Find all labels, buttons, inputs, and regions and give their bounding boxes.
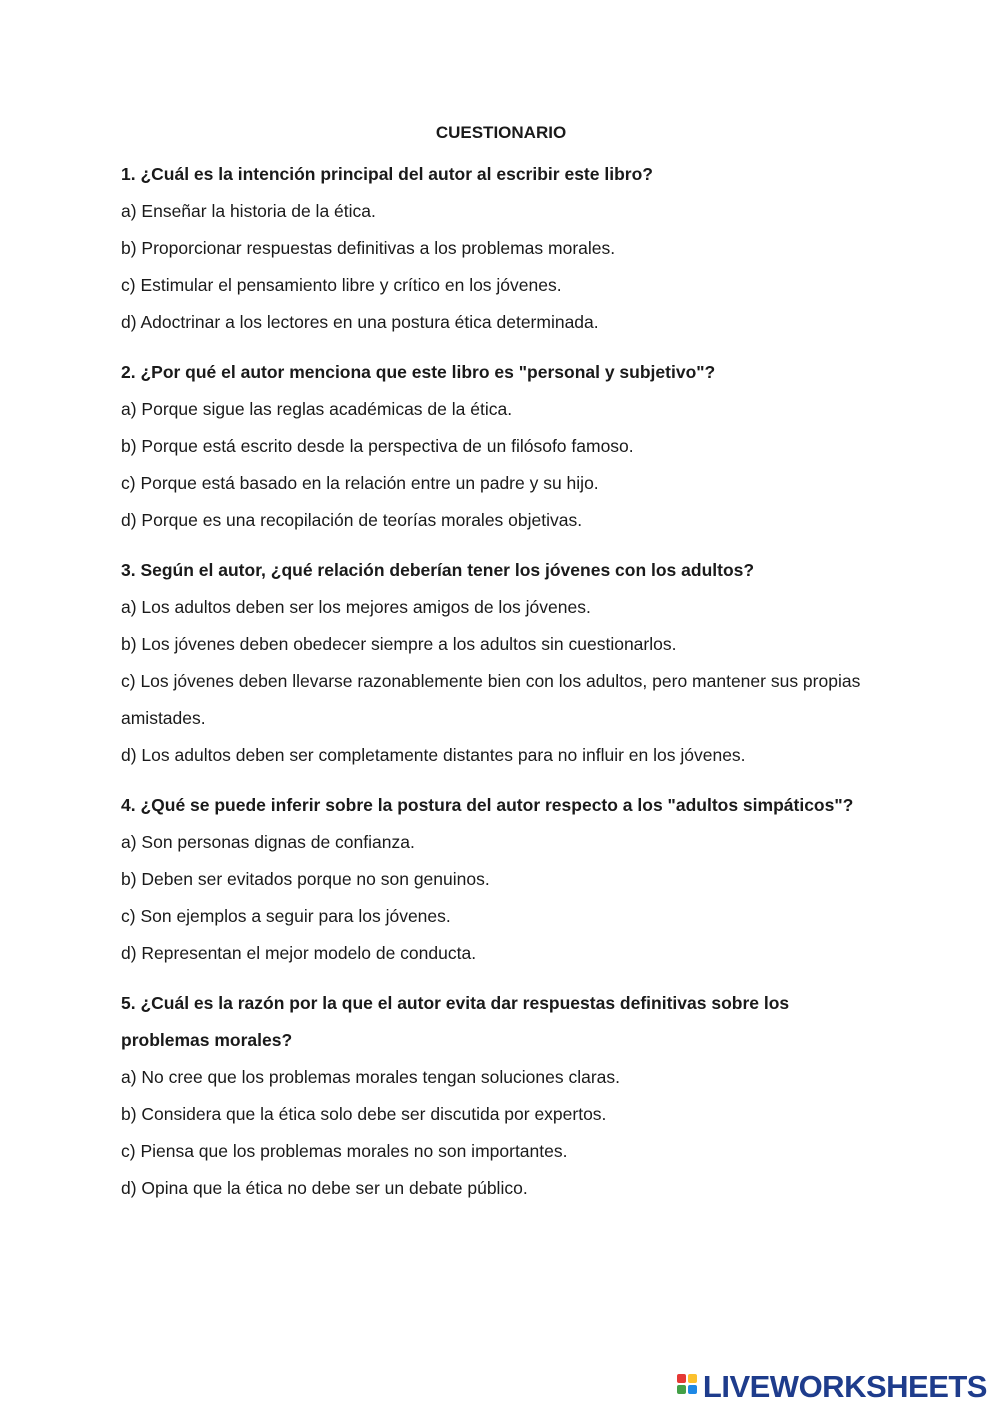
- answer-option: a) Los adultos deben ser los mejores amigos de los jóvenes.: [121, 597, 591, 617]
- answer-option: c) Estimular el pensamiento libre y crítico en los jóvenes.: [121, 275, 562, 295]
- answer-option: d) Opina que la ética no debe ser un debate público.: [121, 1178, 528, 1198]
- answer-option: c) Son ejemplos a seguir para los jóvenes.: [121, 906, 451, 926]
- question-3: [121, 552, 881, 774]
- worksheet-page: [121, 118, 881, 1207]
- question-4: [121, 787, 881, 972]
- answer-option: b) Deben ser evitados porque no son genuinos.: [121, 869, 490, 889]
- question-5: [121, 985, 881, 1207]
- answer-option: d) Los adultos deben ser completamente distantes para no influir en los jóvenes.: [121, 745, 746, 765]
- answer-option: b) Porque está escrito desde la perspectiva de un filósofo famoso.: [121, 436, 634, 456]
- answer-option: d) Adoctrinar a los lectores en una postura ética determinada.: [121, 312, 599, 332]
- question-text: 4. ¿Qué se puede inferir sobre la postura del autor respecto a los "adultos simpáticos"?: [121, 795, 854, 815]
- answer-option: b) Considera que la ética solo debe ser discutida por expertos.: [121, 1104, 607, 1124]
- answer-option: d) Porque es una recopilación de teorías morales objetivas.: [121, 510, 583, 530]
- question-text: 5. ¿Cuál es la razón por la que el autor evita dar respuestas definitivas sobre los problemas morales?: [121, 993, 790, 1050]
- answer-option: c) Porque está basado en la relación entre un padre y su hijo.: [121, 473, 599, 493]
- answer-option: a) Son personas dignas de confianza.: [121, 832, 415, 852]
- answer-option: c) Piensa que los problemas morales no son importantes.: [121, 1141, 568, 1161]
- question-2: [121, 354, 881, 539]
- page-title: CUESTIONARIO: [435, 123, 567, 142]
- answer-option: b) Los jóvenes deben obedecer siempre a los adultos sin cuestionarlos.: [121, 634, 677, 654]
- answer-option: d) Representan el mejor modelo de conducta.: [121, 943, 477, 963]
- answer-option: c) Los jóvenes deben llevarse razonablemente bien con los adultos, pero mantener sus propias amistades.: [121, 671, 861, 728]
- answer-option: a) Porque sigue las reglas académicas de la ética.: [121, 399, 513, 419]
- logo-text: LIVEWORKSHEETS: [702, 1369, 987, 1404]
- answer-option: a) No cree que los problemas morales tengan soluciones claras.: [121, 1067, 621, 1087]
- question-text: 1. ¿Cuál es la intención principal del autor al escribir este libro?: [121, 164, 653, 184]
- answer-option: a) Enseñar la historia de la ética.: [121, 201, 376, 221]
- question-text: 3. Según el autor, ¿qué relación deberían tener los jóvenes con los adultos?: [121, 560, 755, 580]
- question-1: [121, 156, 881, 341]
- liveworksheets-logo: [677, 1369, 987, 1405]
- liveworksheets-logo-icon: [677, 1374, 699, 1400]
- question-text: 2. ¿Por qué el autor menciona que este libro es "personal y subjetivo"?: [121, 362, 716, 382]
- answer-option: b) Proporcionar respuestas definitivas a los problemas morales.: [121, 238, 616, 258]
